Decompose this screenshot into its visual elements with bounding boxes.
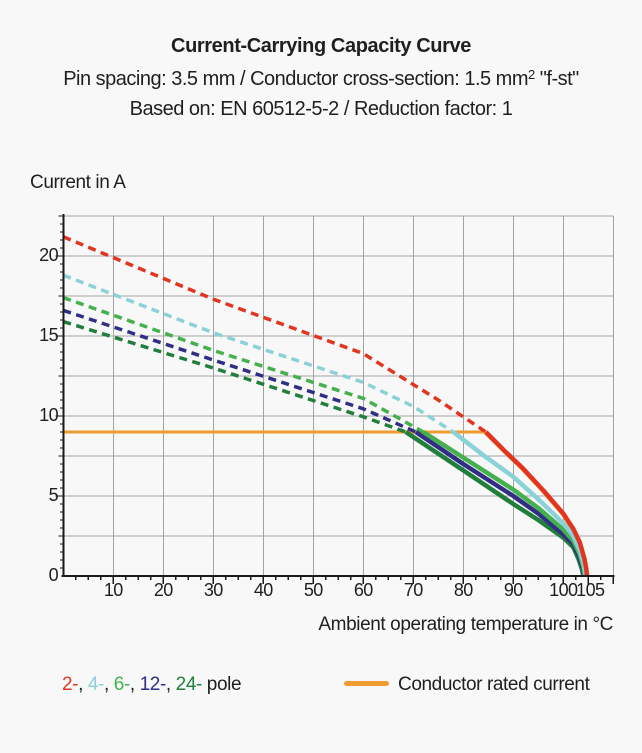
legend-pole-suffix: pole xyxy=(201,674,242,695)
legend-separator: , xyxy=(78,674,88,695)
y-tick-label: 10 xyxy=(39,405,58,426)
series-4-pole-solid xyxy=(453,432,586,576)
x-tick-label: 10 xyxy=(103,580,123,600)
y-tick-label: 15 xyxy=(39,325,58,346)
legend-pole-12: 12- xyxy=(139,674,166,695)
subtitle-specs-suffix: "f-st" xyxy=(534,68,579,90)
x-tick-label: 50 xyxy=(303,580,323,600)
legend-pole-items xyxy=(62,674,202,695)
series-6-pole-dashed xyxy=(63,298,423,432)
x-tick-label: 70 xyxy=(403,580,423,600)
axes xyxy=(61,214,614,577)
x-tick-label: 105 xyxy=(576,580,605,600)
y-tick-label: 0 xyxy=(48,565,58,586)
legend-separator: , xyxy=(165,674,176,695)
legend-rated-current xyxy=(344,674,589,696)
x-tick-label: 90 xyxy=(503,580,523,600)
series-2-pole-dashed xyxy=(63,237,486,432)
x-tick-label: 40 xyxy=(253,580,273,600)
y-tick-label: 5 xyxy=(48,485,58,506)
legend-poles xyxy=(62,674,241,696)
legend-separator: , xyxy=(103,674,114,695)
x-tick-label: 30 xyxy=(203,580,223,600)
y-axis-title: Current in A xyxy=(30,172,126,193)
page-title: Current-Carrying Capacity Curve xyxy=(171,35,471,57)
legend-rated-label: Conductor rated current xyxy=(398,674,590,695)
x-tick-label: 20 xyxy=(153,580,173,600)
x-tick-label: 80 xyxy=(453,580,473,600)
x-axis-title: Ambient operating temperature in °C xyxy=(318,614,613,635)
legend-pole-4: 4- xyxy=(87,674,104,695)
y-tick-label: 20 xyxy=(39,245,58,266)
rated-current-swatch xyxy=(344,681,389,686)
x-tick-label: 60 xyxy=(353,580,373,600)
legend-separator: , xyxy=(129,674,140,695)
superscript-2: 2 xyxy=(528,67,535,82)
x-tick-label: 100 xyxy=(549,580,578,600)
legend-pole-2: 2- xyxy=(62,674,79,695)
legend-pole-24: 24- xyxy=(175,674,202,695)
subtitle-specs-text: Pin spacing: 3.5 mm / Conductor cross-section: 1.5 mm xyxy=(63,68,529,90)
subtitle-standard: Based on: EN 60512-5-2 / Reduction factor: 1 xyxy=(129,98,513,120)
series-4-pole-dashed xyxy=(63,275,453,432)
legend-pole-6: 6- xyxy=(113,674,130,695)
